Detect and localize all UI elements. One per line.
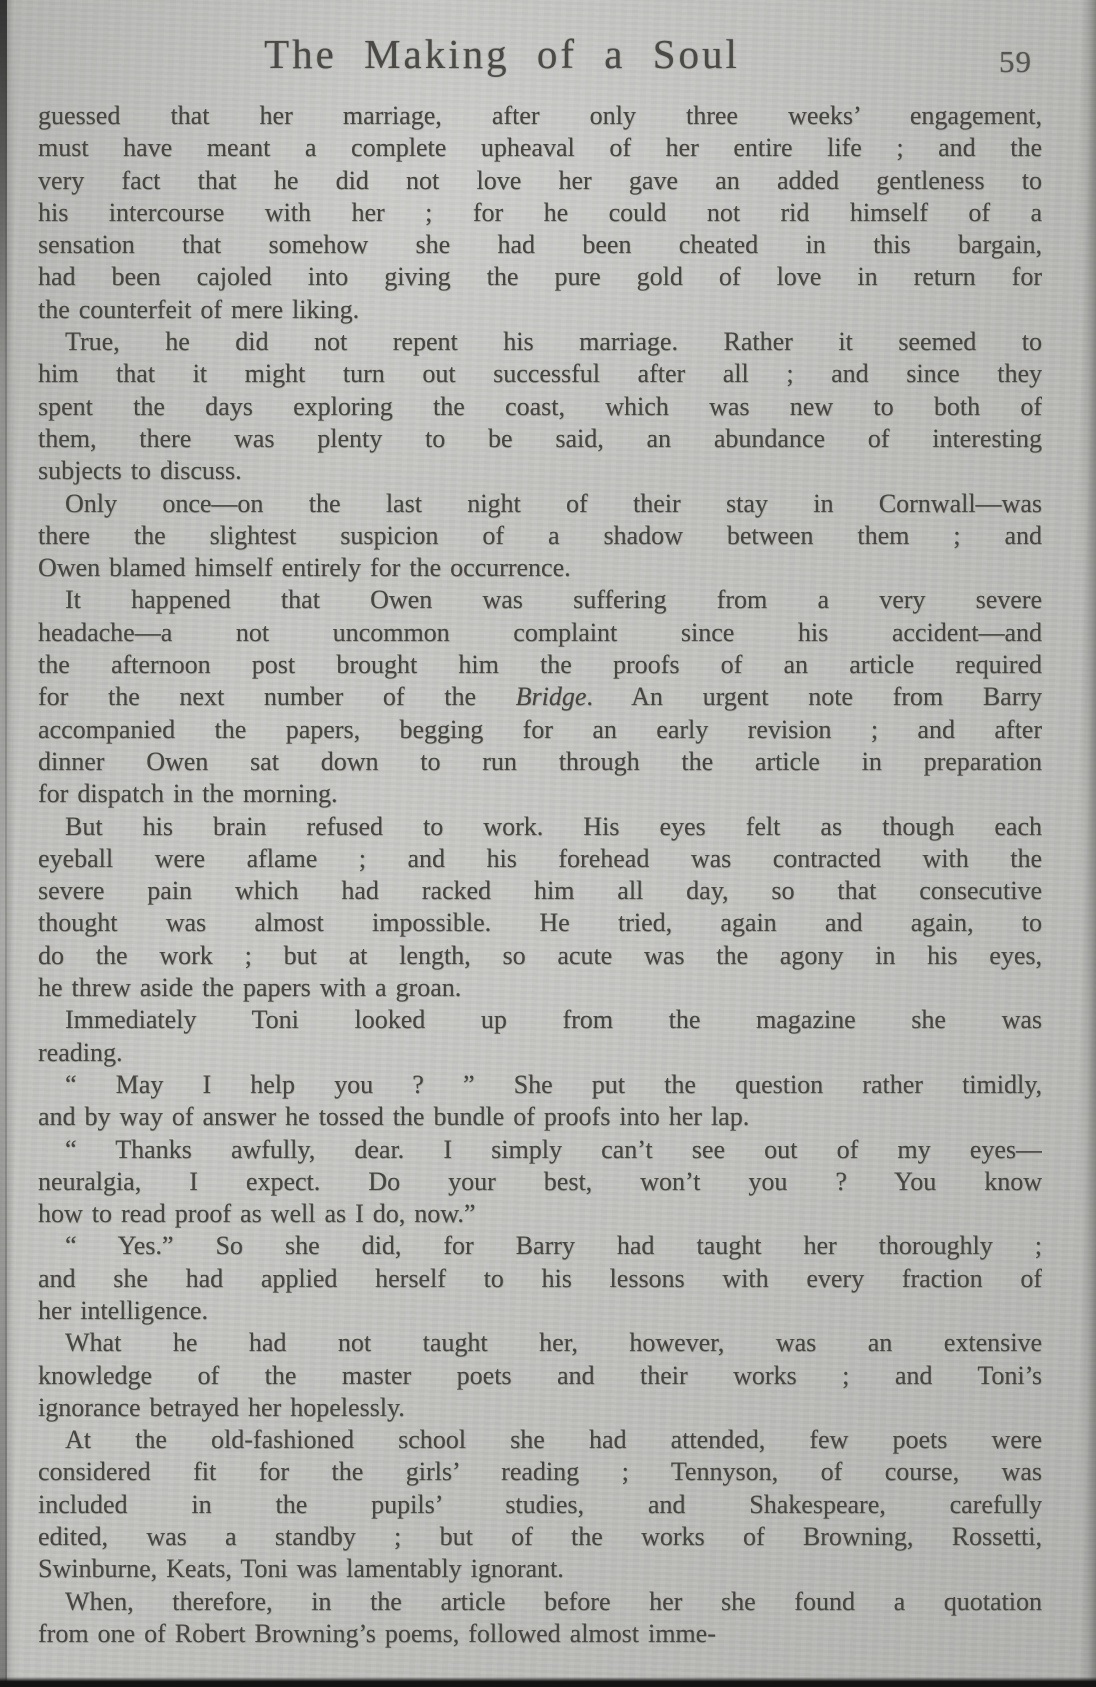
- text-line: must have meant a complete upheaval of her entire life ; and the: [38, 133, 1042, 163]
- text-line: Swinburne, Keats, Toni was lamentably ignorant.: [38, 1554, 564, 1584]
- text-line: True, he did not repent his marriage. Rather it seemed to: [65, 327, 1042, 357]
- text-line: spent the days exploring the coast, which was new to both of: [38, 391, 1042, 421]
- text-line: sensation that somehow she had been cheated in this bargain,: [38, 230, 1042, 260]
- text-line: for dispatch in the morning.: [38, 779, 338, 809]
- text-line: thought was almost impossible. He tried, again and again, to: [38, 908, 1042, 938]
- text-line: he threw aside the papers with a groan.: [38, 973, 462, 1003]
- page-body-text: [38, 100, 1042, 1650]
- text-line: guessed that her marriage, after only three weeks’ engagement,: [38, 101, 1042, 130]
- text-line: Immediately Toni looked up from the magazine she was: [65, 1005, 1042, 1035]
- text-line: subjects to discuss.: [38, 456, 242, 486]
- text-line: “ Thanks awfully, dear. I simply can’t see out of my eyes—: [65, 1134, 1042, 1164]
- text-line: and by way of answer he tossed the bundle of proofs into her lap.: [38, 1102, 750, 1132]
- text-line: them, there was plenty to be said, an abundance of interesting: [38, 423, 1042, 453]
- text-line: reading.: [38, 1037, 123, 1067]
- running-header-title: The Making of a Soul: [264, 31, 740, 77]
- text-line: ignorance betrayed her hopelessly.: [38, 1392, 405, 1422]
- scan-edge-right: [1080, 0, 1096, 1687]
- text-line: his intercourse with her ; for he could not rid himself of a: [38, 197, 1042, 227]
- text-line: Only once—on the last night of their stay in Cornwall—was: [65, 488, 1042, 518]
- text-line: the counterfeit of mere liking.: [38, 294, 360, 324]
- text-line: When, therefore, in the article before her she found a quotation: [65, 1586, 1042, 1616]
- text-line: severe pain which had racked him all day, so that consecutive: [38, 876, 1042, 906]
- text-line: It happened that Owen was suffering from a very severe: [65, 585, 1042, 615]
- text-line: “ Yes.” So she did, for Barry had taught her thoroughly ;: [65, 1231, 1042, 1261]
- text-line: Owen blamed himself entirely for the occurrence.: [38, 553, 571, 583]
- text-line: there the slightest suspicion of a shadow between them ; and: [38, 520, 1042, 550]
- text-line: eyeball were aflame ; and his forehead was contracted with the: [38, 843, 1042, 873]
- text-line: included in the pupils’ studies, and Shakespeare, carefully: [38, 1489, 1042, 1519]
- text-line: for the next number of the Bridge. An urgent note from Barry: [38, 682, 1042, 712]
- text-line: and she had applied herself to his lessons with every fraction of: [38, 1263, 1042, 1293]
- scan-edge-left-fade: [5, 0, 15, 1687]
- text-line: What he had not taught her, however, was an extensive: [65, 1328, 1042, 1358]
- text-line: her intelligence.: [38, 1295, 208, 1325]
- text-line: from one of Robert Browning’s poems, followed almost imme-: [38, 1618, 716, 1648]
- text-line: “ May I help you ? ” She put the question rather timidly,: [65, 1069, 1042, 1099]
- text-line: do the work ; but at length, so acute was the agony in his eyes,: [38, 940, 1042, 970]
- text-line: very fact that he did not love her gave an added gentleness to: [38, 165, 1042, 195]
- text-line: But his brain refused to work. His eyes felt as though each: [65, 811, 1042, 841]
- text-line: had been cajoled into giving the pure gold of love in return for: [38, 262, 1042, 292]
- text-line: headache—a not uncommon complaint since his accident—and: [38, 617, 1042, 647]
- text-line: edited, was a standby ; but of the works of Browning, Rossetti,: [38, 1522, 1042, 1552]
- text-line: how to read proof as well as I do, now.”: [38, 1199, 476, 1229]
- scan-edge-bottom: [0, 1677, 1096, 1687]
- text-line: dinner Owen sat down to run through the article in preparation: [38, 746, 1042, 776]
- page-number: 59: [999, 44, 1032, 79]
- text-line: considered fit for the girls’ reading ; Tennyson, of course, was: [38, 1457, 1042, 1487]
- text-line: At the old-fashioned school she had attended, few poets were: [65, 1425, 1042, 1455]
- text-line: neuralgia, I expect. Do your best, won’t you ? You know: [38, 1166, 1042, 1196]
- text-line: the afternoon post brought him the proofs of an article required: [38, 650, 1042, 680]
- text-line: knowledge of the master poets and their works ; and Toni’s: [38, 1360, 1042, 1390]
- text-line: accompanied the papers, begging for an early revision ; and after: [38, 714, 1042, 744]
- text-line: him that it might turn out successful after all ; and since they: [38, 359, 1042, 389]
